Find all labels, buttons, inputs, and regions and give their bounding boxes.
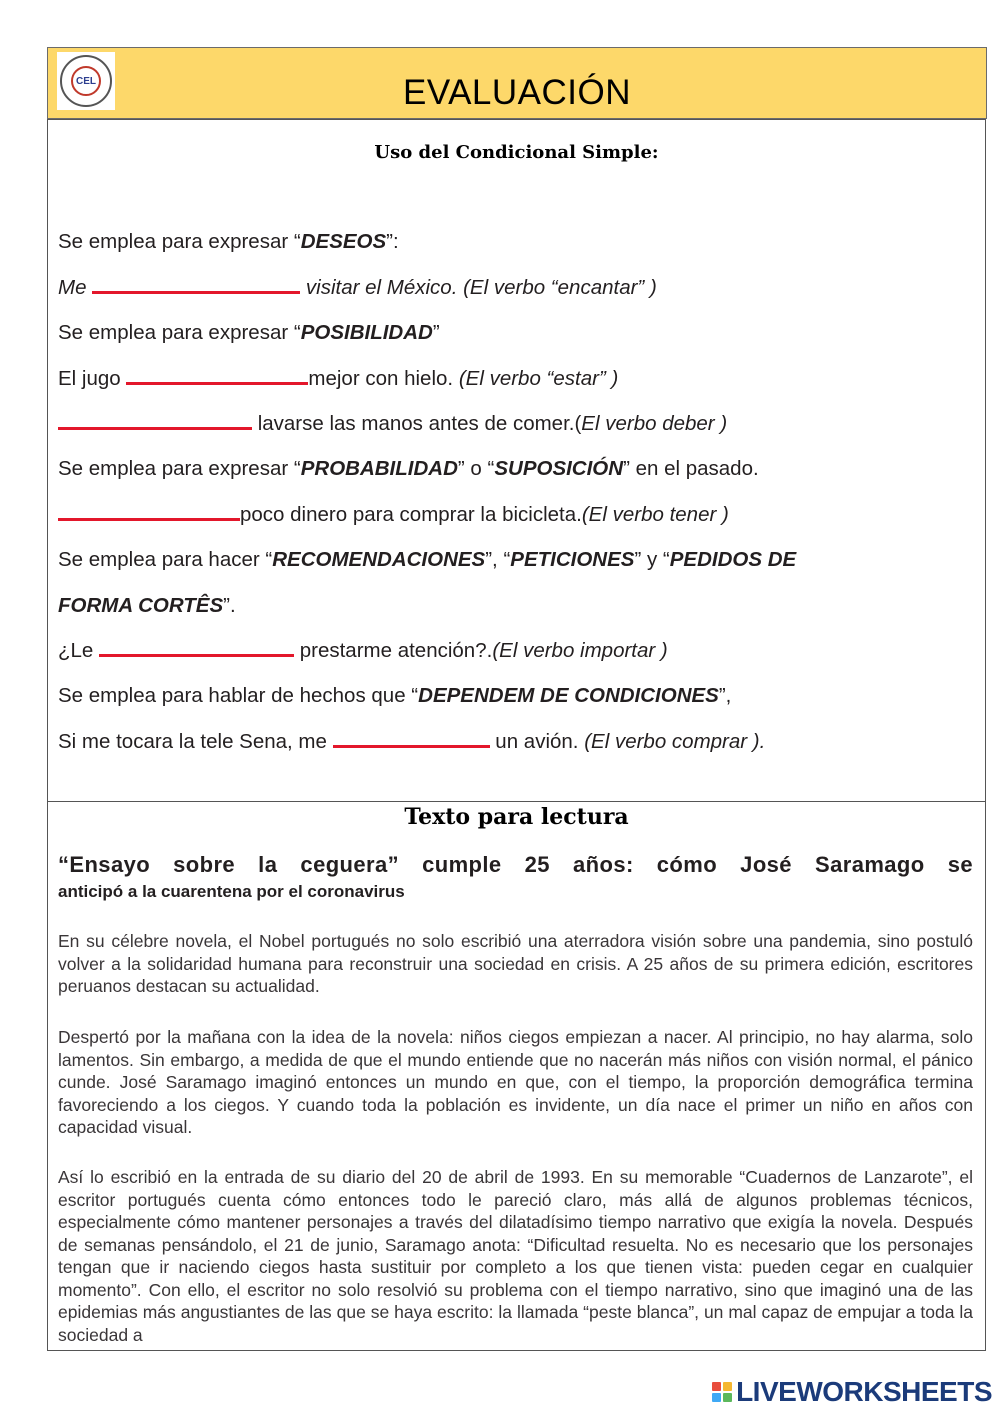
rule-keyword: PROBABILIDAD <box>300 457 458 480</box>
grammar-section <box>47 119 986 802</box>
exercise-text: poco dinero para comprar la bicicleta. <box>240 503 582 526</box>
rule-text: ”. <box>223 594 236 617</box>
rule-text: ” <box>432 321 440 344</box>
header-banner <box>47 47 987 119</box>
rule-deseos <box>58 230 399 254</box>
exercise-3 <box>58 412 727 436</box>
reading-section <box>47 801 986 1351</box>
rule-posibilidad <box>58 321 440 345</box>
answer-blank-1[interactable] <box>92 287 300 294</box>
reading-title: Texto para lectura <box>404 804 629 830</box>
section-title: Uso del Condicional Simple: <box>374 142 659 163</box>
verb-hint: (El verbo importar ) <box>492 639 668 662</box>
answer-blank-5[interactable] <box>99 650 294 657</box>
answer-blank-3[interactable] <box>58 423 252 430</box>
exercise-4 <box>58 503 729 527</box>
exercise-text: un avión. <box>489 730 585 753</box>
exercise-text: lavarse las manos antes de comer.( <box>252 412 582 435</box>
verb-hint: (El verbo tener ) <box>581 503 729 526</box>
rule-recomendaciones <box>58 548 796 572</box>
article-headline-cont: anticipó a la cuarentena por el coronavirus <box>58 882 405 901</box>
rule-keyword: FORMA CORTÊS <box>58 594 224 617</box>
answer-blank-2[interactable] <box>126 378 308 385</box>
exercise-text: prestarme atención?. <box>294 639 493 662</box>
rule-text: Se emplea para expresar “ <box>58 230 301 253</box>
rule-keyword: PETICIONES <box>510 548 635 571</box>
exercise-text: El jugo <box>58 367 127 390</box>
article-headline: “Ensayo sobre la ceguera” cumple 25 años: cómo José Saramago se <box>58 852 973 877</box>
rule-cortes <box>58 594 236 618</box>
rule-keyword: DEPENDEM DE CONDICIONES <box>418 684 719 707</box>
rule-text: ”, <box>718 684 732 707</box>
rule-text: Se emplea para expresar “ <box>58 457 301 480</box>
verb-hint: (El verbo comprar ). <box>584 730 766 753</box>
brand-text: LIVEWORKSHEETS <box>736 1376 992 1407</box>
exercise-text: ¿Le <box>58 639 100 662</box>
rule-text: Se emplea para hablar de hechos que “ <box>58 684 419 707</box>
article-paragraph-3: Así lo escribió en la entrada de su diario del 20 de abril de 1993. En su memorable “Cuadernos de Lanzarote”, el escritor portugués cuenta cómo entonces todo le pareció claro, más allá de algunos problemas técnicos, especialmente cómo mantener personajes a través del dilatadísimo tiempo narrativo que exigía la novela. Después de semanas pensándolo, el 21 de junio, Saramago anota: “Dificultad resuelta. No es necesario que los personajes tengan que ir naciendo ciegos hasta sustituir por completo a los que tienen vista: pueden cegar en cualquier momento”. Con ello, el escritor no solo resolvió su problema con el tiempo narrativo, sino que imaginó una de las epidemias más angustiantes de las que se haya escrito: la llamada “peste blanca”, un mal capaz de empujar a toda la sociedad a <box>58 1167 973 1345</box>
exercise-text: visitar el México. (El verbo “encantar” ) <box>300 276 657 299</box>
rule-keyword: SUPOSICIÓN <box>494 457 624 480</box>
rule-condiciones <box>58 684 731 708</box>
exercise-text: mejor con hielo. <box>308 367 459 390</box>
verb-hint: (El verbo “estar” ) <box>458 367 619 390</box>
exercise-text: Me <box>58 276 93 299</box>
liveworksheets-logo-icon <box>712 1382 732 1402</box>
page-title: EVALUACIÓN <box>402 73 632 112</box>
article-paragraph-2: Despertó por la mañana con la idea de la novela: niños ciegos empiezan a nacer. Al principio, no hay alarma, solo lamentos. Sin embargo, a medida de que el mundo entiende que no nacerán más niños con visión normal, el pánico cunde. José Saramago imaginó entonces un mundo en que, con el tiempo, la proporción demográfica termina favoreciendo a los ciegos. Y cuando toda la población es invidente, un día nace el primer un niño en años con capacidad visual. <box>58 1027 973 1137</box>
rule-text: Se emplea para hacer “ <box>58 548 273 571</box>
exercise-2 <box>58 367 618 391</box>
rule-text: Se emplea para expresar “ <box>58 321 301 344</box>
rule-keyword: DESEOS <box>300 230 387 253</box>
answer-blank-4[interactable] <box>58 514 240 521</box>
exercise-5 <box>58 639 668 663</box>
exercise-text: Si me tocara la tele Sena, me <box>58 730 333 753</box>
rule-keyword: RECOMENDACIONES <box>272 548 486 571</box>
rule-text: ”, “ <box>485 548 511 571</box>
rule-text: ” y “ <box>634 548 670 571</box>
rule-text: ” o “ <box>457 457 495 480</box>
rule-keyword: PEDIDOS DE <box>669 548 797 571</box>
answer-blank-6[interactable] <box>333 741 490 748</box>
article-paragraph-1: En su célebre novela, el Nobel portugués no solo escribió una aterradora visión sobre una pandemia, sino postuló volver a la solidaridad humana para reconstruir una sociedad en crisis. A 25 años de su primera edición, escritores peruanos destacan su actualidad. <box>58 931 973 996</box>
exercise-1 <box>58 276 657 300</box>
rule-text: ” en el pasado. <box>623 457 759 480</box>
rule-probabilidad <box>58 457 759 481</box>
rule-keyword: POSIBILIDAD <box>300 321 433 344</box>
logo-text: CEL <box>71 66 101 96</box>
exercise-6 <box>58 730 765 754</box>
liveworksheets-brand <box>712 1376 992 1408</box>
rule-text: ”: <box>386 230 399 253</box>
verb-hint: El verbo deber ) <box>581 412 728 435</box>
